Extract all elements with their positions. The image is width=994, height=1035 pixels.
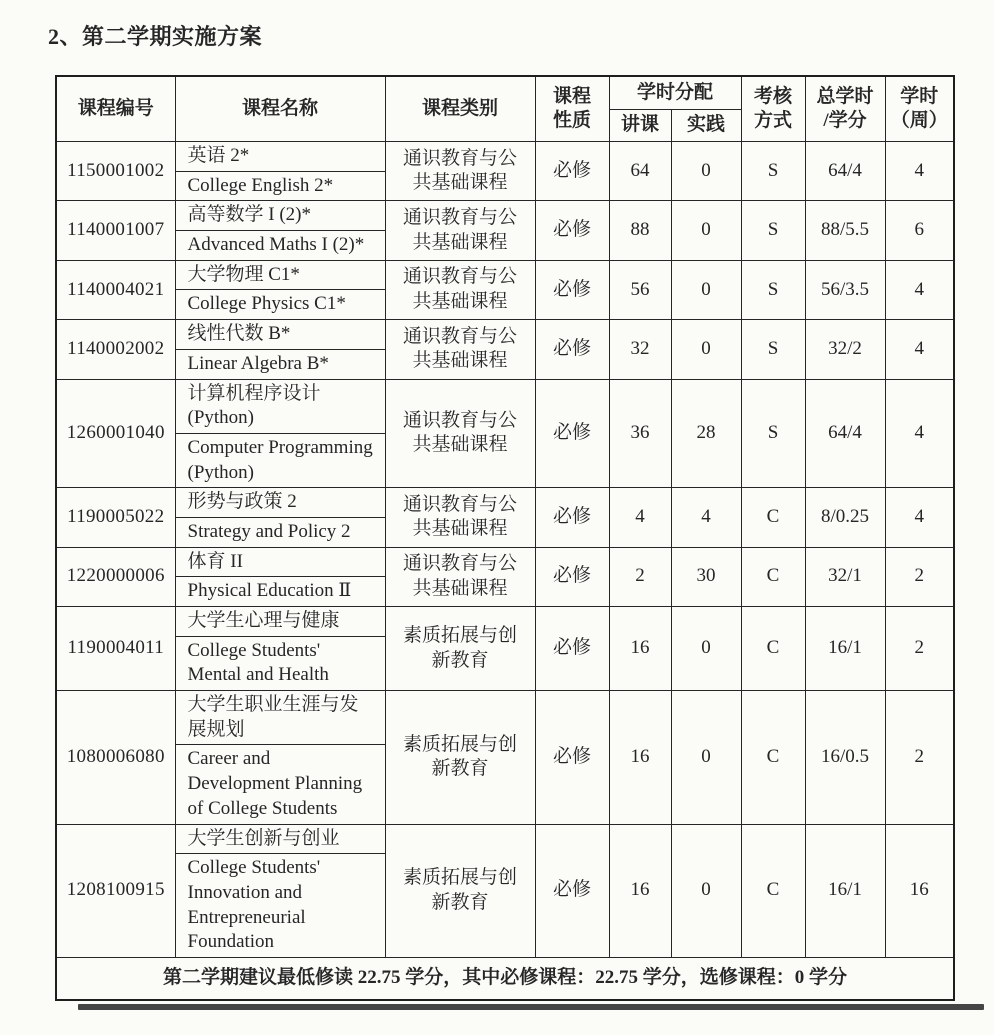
cell-total-hours-credits: 16/1: [805, 824, 885, 957]
table-row: [56, 379, 954, 488]
cell-lecture-hours: 36: [609, 379, 671, 488]
cell-practice-hours: 4: [671, 488, 741, 547]
cell-course-name: [175, 547, 385, 606]
cell-course-nature: 必修: [535, 607, 609, 691]
cell-course-name: [175, 260, 385, 319]
course-name-english: Strategy and Policy 2: [187, 520, 351, 542]
cell-assessment-method: S: [741, 320, 805, 379]
course-name-chinese: 计算机程序设计 (Python): [176, 380, 385, 434]
course-name-english: Career and Development Planning of College Students: [187, 748, 363, 819]
cell-course-nature: 必修: [535, 320, 609, 379]
cell-total-hours-credits: 64/4: [805, 142, 885, 201]
table-row: [56, 260, 954, 319]
course-category-text: 通识教育与公共基础课程: [402, 147, 517, 194]
cell-course-category: [385, 547, 535, 606]
assessment-label-line2: 方式: [754, 110, 793, 131]
cell-practice-hours: 30: [671, 547, 741, 606]
cell-course-category: [385, 260, 535, 319]
cell-weekly-hours: 4: [885, 320, 954, 379]
course-name-english: College English 2*: [187, 174, 334, 196]
col-header-assessment-method: [741, 76, 805, 142]
cell-course-nature: 必修: [535, 824, 609, 957]
cell-weekly-hours: 2: [885, 547, 954, 606]
table-header: [56, 76, 954, 142]
cell-lecture-hours: 64: [609, 142, 671, 201]
cell-lecture-hours: 16: [609, 607, 671, 691]
cell-weekly-hours: 6: [885, 201, 954, 260]
course-category-text: 素质拓展与创新教育: [402, 867, 517, 913]
cell-total-hours-credits: 56/3.5: [805, 260, 885, 319]
course-category-text: 通识教育与公共基础课程: [402, 553, 517, 599]
table-footer: [56, 957, 954, 999]
col-header-course-nature: [535, 76, 609, 142]
col-header-course-category: 课程类别: [385, 76, 535, 142]
cell-practice-hours: 0: [671, 320, 741, 379]
cell-course-name: [175, 201, 385, 260]
cell-weekly-hours: 16: [885, 824, 954, 957]
table-row: [56, 142, 954, 201]
course-name-chinese: 线性代数 B*: [176, 320, 385, 350]
col-header-course-name: 课程名称: [175, 76, 385, 142]
cell-total-hours-credits: 32/2: [805, 320, 885, 379]
cell-course-nature: 必修: [535, 691, 609, 824]
cell-weekly-hours: 2: [885, 607, 954, 691]
course-name-english: Physical Education Ⅱ: [187, 580, 352, 602]
table-row: [56, 607, 954, 691]
cell-course-name: [175, 142, 385, 201]
col-header-total-hours-credits: [805, 76, 885, 142]
cell-course-nature: 必修: [535, 201, 609, 260]
cell-course-code: 1140001007: [56, 201, 175, 260]
course-name-chinese: 大学物理 C1*: [176, 261, 385, 291]
cell-weekly-hours: 4: [885, 260, 954, 319]
table-row: [56, 824, 954, 957]
course-nature-label-line2: 性质: [552, 110, 591, 131]
cell-assessment-method: S: [741, 260, 805, 319]
cell-assessment-method: C: [741, 547, 805, 606]
cell-lecture-hours: 2: [609, 547, 671, 606]
cell-course-name: [175, 488, 385, 547]
course-category-text: 通识教育与公共基础课程: [402, 493, 517, 540]
cell-course-category: [385, 824, 535, 957]
course-category-text: 素质拓展与创新教育: [402, 733, 517, 780]
col-header-practice-hours: 实践: [671, 110, 741, 142]
cell-practice-hours: 0: [671, 607, 741, 691]
cell-total-hours-credits: 64/4: [805, 379, 885, 488]
cell-course-name: [175, 691, 385, 824]
cell-lecture-hours: 16: [609, 824, 671, 957]
cell-weekly-hours: 2: [885, 691, 954, 824]
course-category-text: 素质拓展与创新教育: [402, 624, 517, 671]
course-name-chinese: 英语 2*: [176, 142, 385, 172]
course-name-english: Linear Algebra B*: [187, 352, 329, 374]
cell-lecture-hours: 16: [609, 691, 671, 824]
course-name-english: Computer Programming (Python): [187, 436, 373, 483]
course-name-english: Advanced Maths I (2)*: [187, 234, 365, 256]
cell-course-name: [175, 379, 385, 488]
course-name-chinese: 大学生创新与创业: [176, 825, 385, 855]
cell-practice-hours: 0: [671, 691, 741, 824]
cell-practice-hours: 28: [671, 379, 741, 488]
course-category-text: 通识教育与公共基础课程: [402, 266, 517, 312]
cell-assessment-method: S: [741, 142, 805, 201]
course-category-text: 通识教育与公共基础课程: [402, 206, 517, 253]
cell-course-category: [385, 320, 535, 379]
cell-lecture-hours: 56: [609, 260, 671, 319]
cell-course-code: 1150001002: [56, 142, 175, 201]
cell-total-hours-credits: 8/0.25: [805, 488, 885, 547]
cell-course-code: 1080006080: [56, 691, 175, 824]
cell-course-category: [385, 607, 535, 691]
cell-course-code: 1260001040: [56, 379, 175, 488]
cell-practice-hours: 0: [671, 142, 741, 201]
cell-course-category: [385, 691, 535, 824]
cell-course-code: 1190004011: [56, 607, 175, 691]
cell-practice-hours: 0: [671, 824, 741, 957]
cell-lecture-hours: 32: [609, 320, 671, 379]
table-row: [56, 488, 954, 547]
cell-course-category: [385, 201, 535, 260]
cell-assessment-method: S: [741, 201, 805, 260]
cell-course-category: [385, 379, 535, 488]
cell-practice-hours: 0: [671, 260, 741, 319]
course-name-chinese: 高等数学 I (2)*: [176, 201, 385, 231]
weekly-hours-label-line1: 学时: [900, 86, 939, 108]
cell-course-code: 1140004021: [56, 260, 175, 319]
assessment-label-line1: 考核: [754, 86, 793, 108]
col-header-weekly-hours: [885, 76, 954, 142]
cell-total-hours-credits: 32/1: [805, 547, 885, 606]
page-bottom-rule: [78, 1004, 984, 1010]
course-name-chinese: 大学生职业生涯与发展规划: [176, 691, 385, 745]
page-title: 2、第二学期实施方案: [48, 24, 263, 49]
cell-course-nature: 必修: [535, 142, 609, 201]
cell-lecture-hours: 88: [609, 201, 671, 260]
course-name-english: College Students' Innovation and Entrepreneurial Foundation: [187, 857, 321, 953]
cell-course-nature: 必修: [535, 379, 609, 488]
course-name-chinese: 大学生心理与健康: [176, 607, 385, 637]
cell-weekly-hours: 4: [885, 488, 954, 547]
cell-course-nature: 必修: [535, 260, 609, 319]
table-row: [56, 320, 954, 379]
course-category-text: 通识教育与公共基础课程: [402, 409, 517, 456]
summary-row: [56, 957, 954, 999]
course-name-english: College Physics C1*: [187, 293, 346, 315]
cell-lecture-hours: 4: [609, 488, 671, 547]
cell-total-hours-credits: 16/0.5: [805, 691, 885, 824]
col-header-hours-allocation: 学时分配: [609, 76, 741, 110]
course-nature-label-line1: 课程: [552, 86, 591, 108]
cell-course-name: [175, 320, 385, 379]
header-row-1: [56, 76, 954, 110]
cell-total-hours-credits: 16/1: [805, 607, 885, 691]
cell-course-code: 1208100915: [56, 824, 175, 957]
course-name-english: College Students' Mental and Health: [187, 639, 329, 686]
col-header-lecture-hours: 讲课: [609, 110, 671, 142]
total-hours-label-line1: 总学时: [816, 86, 874, 108]
table-row: [56, 691, 954, 824]
cell-total-hours-credits: 88/5.5: [805, 201, 885, 260]
cell-course-nature: 必修: [535, 547, 609, 606]
cell-assessment-method: C: [741, 824, 805, 957]
cell-course-nature: 必修: [535, 488, 609, 547]
cell-practice-hours: 0: [671, 201, 741, 260]
cell-assessment-method: S: [741, 379, 805, 488]
cell-weekly-hours: 4: [885, 142, 954, 201]
cell-course-name: [175, 607, 385, 691]
course-table: [55, 75, 955, 1001]
cell-course-code: 1220000006: [56, 547, 175, 606]
cell-course-name: [175, 824, 385, 957]
cell-course-code: 1140002002: [56, 320, 175, 379]
cell-assessment-method: C: [741, 691, 805, 824]
course-name-chinese: 体育 II: [176, 548, 385, 578]
cell-weekly-hours: 4: [885, 379, 954, 488]
cell-course-category: [385, 142, 535, 201]
weekly-hours-label-line2: （周）: [890, 110, 948, 131]
document-page: [0, 20, 994, 1035]
cell-course-code: 1190005022: [56, 488, 175, 547]
course-table-body: [56, 142, 954, 958]
table-row: [56, 547, 954, 606]
cell-assessment-method: C: [741, 607, 805, 691]
cell-assessment-method: C: [741, 488, 805, 547]
course-category-text: 通识教育与公共基础课程: [402, 325, 517, 372]
table-row: [56, 201, 954, 260]
total-hours-label-line2: /学分: [823, 110, 867, 131]
cell-course-category: [385, 488, 535, 547]
course-name-chinese: 形势与政策 2: [176, 488, 385, 518]
semester-credit-summary: 第二学期建议最低修读 22.75 学分，其中必修课程：22.75 学分，选修课程：0 学分: [56, 957, 954, 999]
col-header-course-code: 课程编号: [56, 76, 175, 142]
